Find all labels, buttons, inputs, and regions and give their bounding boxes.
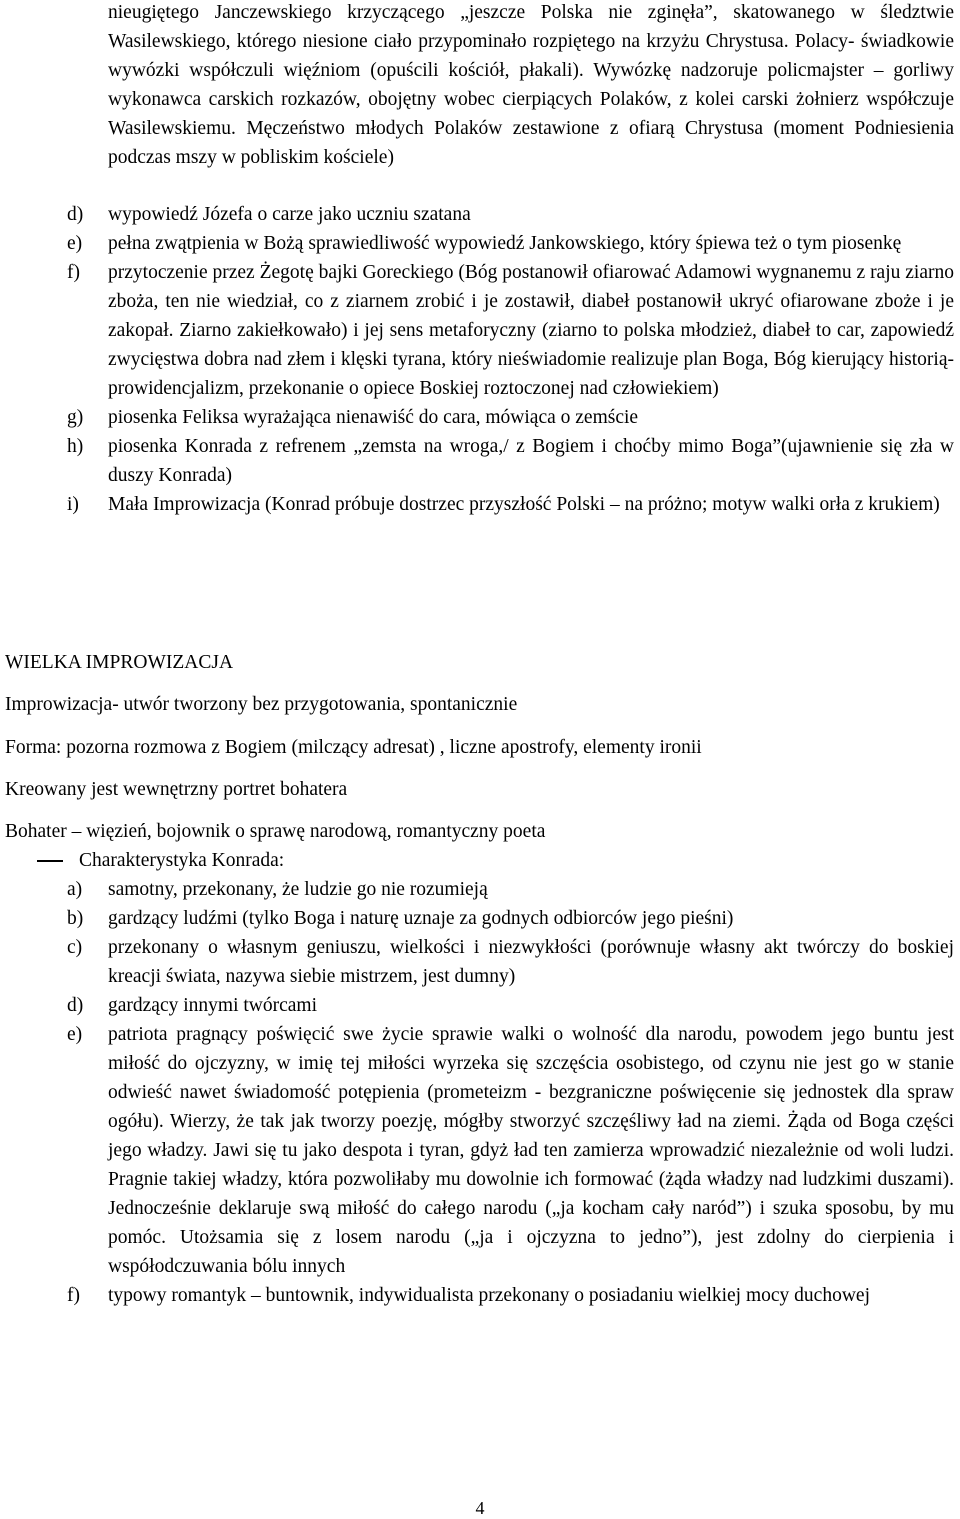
form-line: Forma: pozorna rozmowa z Bogiem (milczący adresat) , liczne apostrofy, elementy ironii — [5, 737, 702, 758]
list-item — [67, 1020, 954, 1281]
list-marker: e) — [67, 1024, 83, 1045]
list-marker: d) — [67, 995, 84, 1016]
list-item — [67, 403, 954, 432]
list-item-text: przekonany o własnym geniuszu, wielkości i niezwykłości (porównuje własny akt twórczy do boskiej kreacji świata, nazywa siebie mistrzem, jest dumny) — [108, 937, 954, 987]
list-item-text: przytoczenie przez Żegotę bajki Goreckiego (Bóg postanowił ofiarować Adamowi wygnanemu z raju ziarno zboża, ten nie wiedział, co z ziarnem zrobić i je zostawił, diabeł postanowił ukryć ofiarowane zboże i je zakopał. Ziarno zakiełkowało) i jej sens metaforyczny (ziarno to polska młodzież, diabeł to car, zapowiedź zwycięstwa dobra nad złem i klęski tyrana, który nieświadomie realizuje plan Boga, Bóg kierujący historią- prowidencjalizm, przekonanie o opiece Boskiej roztoczonej nad człowiekiem) — [108, 262, 954, 399]
intro-paragraph: nieugiętego Janczewskiego krzyczącego „jeszcze Polska nie zginęła”, skatowanego w śledztwie Wasilewskiego, którego niesione ciało przypominało rozpiętego na krzyżu Chrystusa. Polacy- świadkowie wywózki współczuli więźniom (opuścili kościół, płakali). Wywózkę nadzoruje policmajster – gorliwy wykonawca carskich rozkazów, obojętny wobec cierpiących Polaków, z kolei carski żołnierz współczuje Wasilewskiemu. Męczeństwo młodych Polaków zestawione z ofiarą Chrystusa (moment Podniesienia podczas mszy w pobliskim kościele) — [108, 2, 954, 168]
list-item-text: gardzący innymi twórcami — [108, 995, 318, 1016]
list-marker: b) — [67, 908, 84, 929]
characteristics-item — [37, 846, 284, 875]
list-item-text: pełna zwątpienia w Bożą sprawiedliwość wypowiedź Jankowskiego, który śpiewa też o tym piosenkę — [108, 233, 902, 254]
list-item — [67, 258, 954, 403]
traits-list — [67, 875, 954, 1310]
list-item-text: patriota pragnący poświęcić swe życie sprawie walki o wolność dla narodu, powodem jego buntu jest miłość do ojczyzny, w imię tej miłości wyrzeka się szczęścia osobistego, od czynu nie jest go w stanie odwieść nawet świadomość potępienia (prometeizm - bezgraniczne poświęcenie się jednostek dla spraw ogółu). Wierzy, że tak jak tworzy poezję, mógłby stworzyć szczęśliwy ład na ziemi. Żąda od Boga części jego władzy. Jawi się tu jako despota i tyran, gdyż ład ten zamierza wprowadzić niezależnie od woli ludzi. Pragnie takiej władzy, która pozwoliłaby mu dowolnie ich formować (żąda władzy nad ludzkimi duszami). Jednocześnie deklaruje swą miłość do całego narodu („ja kocham cały naród”) i szuka sposobu, by mu pomóc. Utożsamia się z losem narodu („ja i ojczyzna to jedno”), jest zdolny do cierpienia i współodczuwania bólu innych — [108, 1024, 954, 1277]
list-marker: a) — [67, 879, 83, 900]
definition-line: Improwizacja- utwór tworzony bez przygotowania, spontanicznie — [5, 694, 518, 715]
list-item — [67, 432, 954, 490]
list-item — [67, 200, 954, 229]
list-marker: f) — [67, 262, 80, 283]
section-heading: WIELKA IMPROWIZACJA — [5, 652, 234, 673]
list-item-text: samotny, przekonany, że ludzie go nie rozumieją — [108, 879, 488, 900]
events-list — [67, 200, 954, 519]
list-item — [67, 904, 954, 933]
page-number: 4 — [475, 1498, 485, 1518]
list-marker: d) — [67, 204, 84, 225]
list-item-text: piosenka Konrada z refrenem „zemsta na wroga,/ z Bogiem i choćby mimo Boga”(ujawnienie się zła w duszy Konrada) — [108, 436, 954, 486]
dash-bullet — [37, 860, 63, 862]
list-marker: h) — [67, 436, 84, 457]
list-marker: i) — [67, 494, 79, 515]
list-item — [67, 875, 954, 904]
characteristics-label: Charakterystyka Konrada: — [79, 850, 285, 871]
hero-line: Bohater – więzień, bojownik o sprawę narodową, romantyczny poeta — [5, 821, 546, 842]
list-item-text: gardzący ludźmi (tylko Boga i naturę uznaje za godnych odbiorców jego pieśni) — [108, 908, 734, 929]
list-item — [67, 229, 954, 258]
list-item — [67, 933, 954, 991]
list-item-text: piosenka Feliksa wyrażająca nienawiść do cara, mówiąca o zemście — [108, 407, 639, 428]
list-item-text: typowy romantyk – buntownik, indywidualista przekonany o posiadaniu wielkiej mocy duchowej — [108, 1285, 870, 1306]
list-marker: e) — [67, 233, 83, 254]
list-item — [67, 1281, 954, 1310]
list-item — [67, 991, 954, 1020]
list-marker: c) — [67, 937, 83, 958]
list-item-text: wypowiedź Józefa o carze jako uczniu szatana — [108, 204, 471, 225]
portrait-line: Kreowany jest wewnętrzny portret bohatera — [5, 779, 348, 800]
list-marker: g) — [67, 407, 84, 428]
list-marker: f) — [67, 1285, 80, 1306]
list-item-text: Mała Improwizacja (Konrad próbuje dostrzec przyszłość Polski – na próżno; motyw walki orła z krukiem) — [108, 494, 940, 515]
list-item — [67, 490, 954, 519]
